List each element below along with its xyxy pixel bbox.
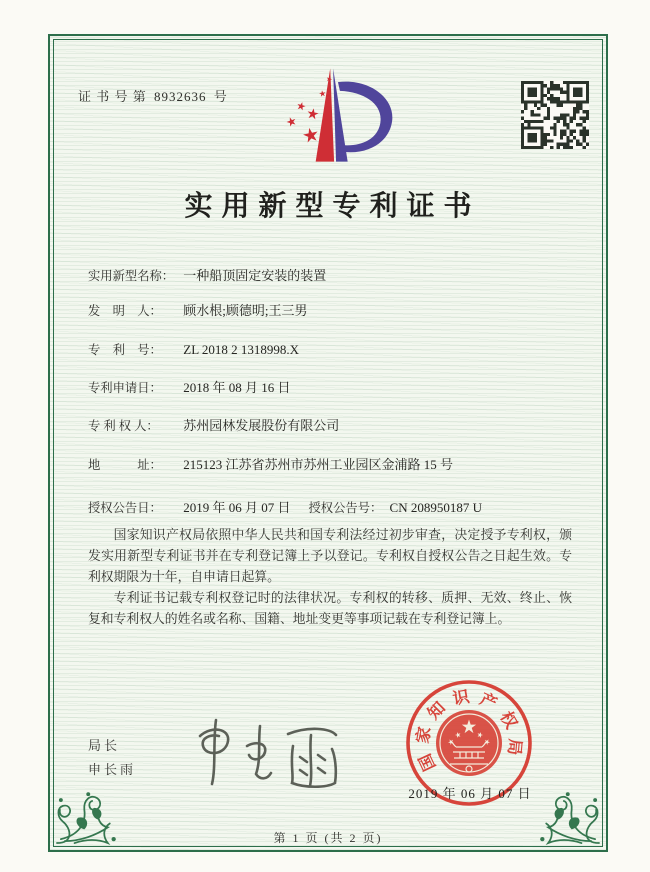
- svg-text:知: 知: [423, 697, 450, 724]
- logo-red-wedge: [316, 69, 334, 162]
- field-row-grant: [88, 497, 482, 516]
- certificate-number-prefix: 证 书 号 第: [78, 89, 147, 104]
- certificate-number-value: 8932636: [154, 89, 207, 104]
- grant-number-value: CN 208950187 U: [389, 500, 482, 515]
- national-emblem-icon: [436, 710, 502, 776]
- corner-ornament-bottom-right-icon: [513, 757, 601, 845]
- field-label: 专 利 号：: [88, 343, 162, 357]
- field-value: 2018 年 08 月 16 日: [183, 380, 291, 395]
- certificate-page: [48, 34, 608, 852]
- field-row-filing-date: [88, 377, 291, 396]
- field-label: 实用新型名称：: [88, 269, 175, 283]
- page-footer: 第 1 页 (共 2 页): [273, 831, 383, 845]
- field-row-inventors: [88, 300, 307, 319]
- field-row-patent-number: [88, 340, 299, 358]
- grant-date-label: 授权公告日：: [88, 501, 162, 515]
- field-label: 专 利 权 人：: [88, 419, 159, 433]
- certificate-number: [78, 86, 228, 105]
- corner-ornament-bottom-left-icon: [55, 757, 143, 845]
- legal-paragraph-1: 国家知识产权局依照中华人民共和国专利法经过初步审查，决定授予专利权，颁发实用新型专利证书并在专利登记簿上予以登记。专利权自授权公告之日起生效。专利权期限为十年，自申请日起算。: [88, 528, 572, 584]
- field-label: 发 明 人：: [88, 304, 162, 318]
- field-row-patentee: [88, 415, 339, 434]
- grant-number-label: 授权公告号：: [308, 501, 383, 515]
- field-value: 顾水根;顾德明;王三男: [183, 303, 308, 318]
- field-value: 215123 江苏省苏州市苏州工业园区金浦路 15 号: [183, 457, 454, 472]
- legal-paragraph-2: 专利证书记载专利权登记时的法律状况。专利权的转移、质押、无效、终止、恢复和专利权人的姓名或名称、国籍、地址变更等事项记载在专利登记簿上。: [88, 591, 572, 626]
- certificate-title: 实用新型专利证书: [184, 191, 481, 222]
- svg-text:产: 产: [476, 689, 500, 714]
- svg-text:权: 权: [496, 708, 522, 732]
- director-name: 申长雨: [88, 762, 137, 777]
- field-label: 地 址：: [88, 458, 162, 472]
- director-signature: [190, 712, 362, 794]
- director-title: 局长: [88, 738, 121, 753]
- qr-code: [521, 81, 589, 149]
- field-row-name: [88, 265, 326, 284]
- logo-p-bowl: [338, 82, 392, 153]
- svg-text:国: 国: [415, 750, 440, 774]
- seal-date: 2019 年 06 月 07 日: [408, 786, 532, 801]
- field-row-address: [88, 454, 453, 473]
- legal-text: [88, 525, 572, 630]
- grant-date-value: 2019 年 06 月 07 日: [183, 500, 291, 515]
- svg-text:家: 家: [412, 725, 435, 745]
- cnipa-logo-icon: [274, 64, 400, 170]
- svg-text:识: 识: [451, 686, 471, 709]
- field-label: 专利申请日：: [88, 381, 162, 395]
- field-value: 苏州园林发展股份有限公司: [183, 418, 340, 433]
- field-value: ZL 2018 2 1318998.X: [183, 342, 300, 357]
- certificate-number-suffix: 号: [213, 89, 228, 104]
- field-value: 一种船顶固定安装的装置: [183, 268, 327, 283]
- svg-text:局: 局: [504, 737, 525, 757]
